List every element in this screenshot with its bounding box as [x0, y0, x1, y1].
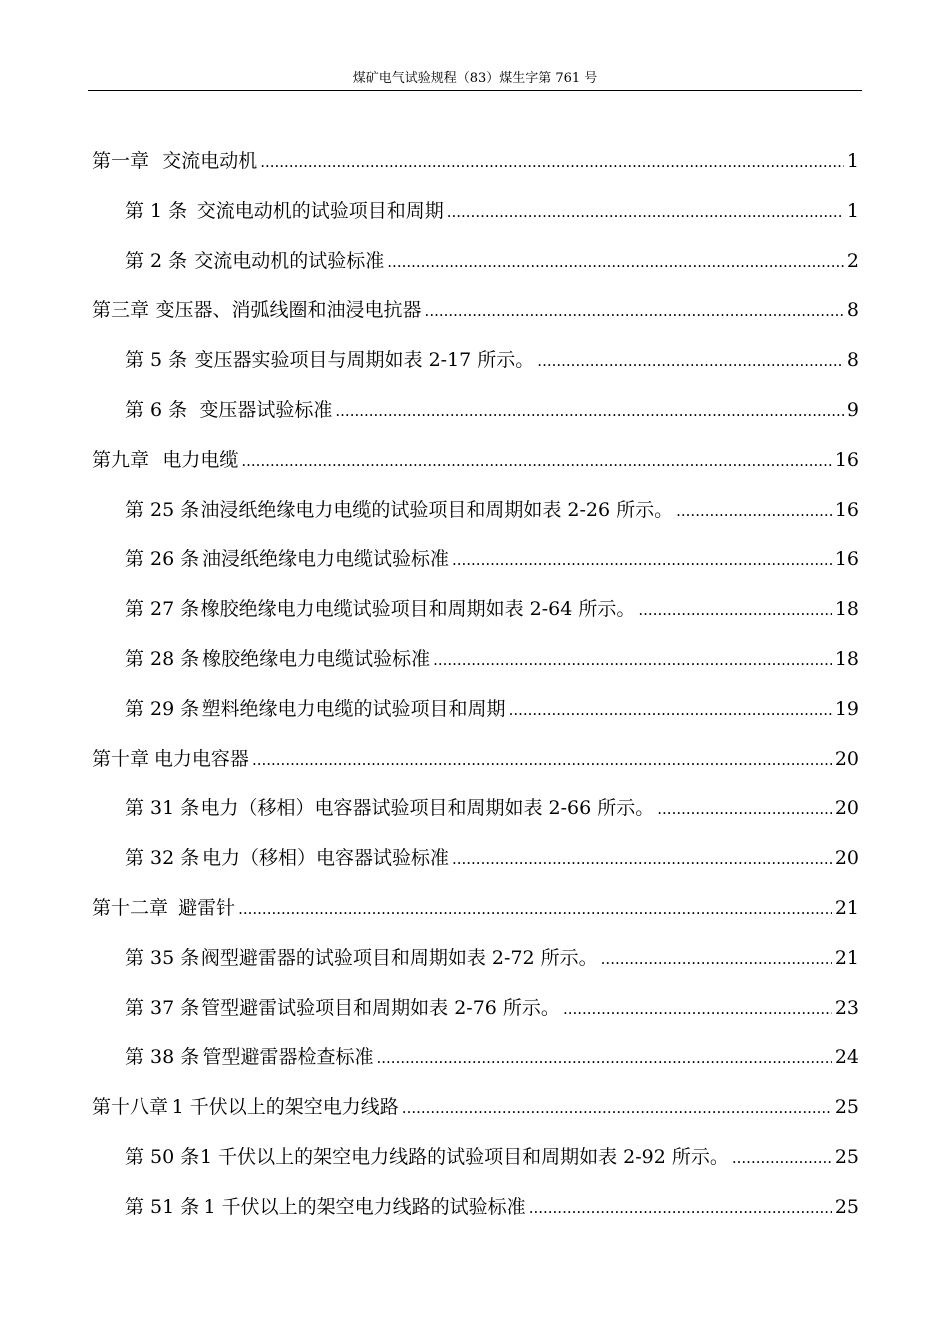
toc-page-number: 16 — [834, 448, 859, 471]
toc-entry-label: 第 5 条 — [125, 349, 188, 372]
toc-article-entry[interactable] — [125, 1143, 859, 1171]
toc-dot-leader — [425, 297, 844, 325]
toc-entry-label: 第 51 条 — [125, 1195, 200, 1218]
toc-article-entry[interactable] — [125, 1043, 859, 1071]
toc-entry-label: 第三章 — [92, 299, 150, 322]
toc-page-number: 8 — [846, 299, 859, 322]
toc-dot-leader — [732, 1144, 832, 1172]
toc-dot-leader — [452, 845, 832, 873]
toc-article-entry[interactable] — [125, 197, 859, 225]
toc-page-number: 20 — [834, 747, 859, 770]
toc-entry-title: 电力电容器 — [153, 747, 249, 770]
toc-dot-leader — [529, 1194, 832, 1222]
toc-dot-leader — [433, 646, 832, 674]
toc-dot-leader — [452, 546, 832, 574]
toc-page-number: 25 — [834, 1146, 859, 1168]
toc-page-number: 8 — [846, 349, 859, 372]
toc-dot-leader — [335, 397, 844, 425]
toc-dot-leader — [676, 497, 832, 525]
toc-chapter-entry[interactable] — [92, 296, 859, 324]
toc-entry-label: 第 50 条 — [125, 1146, 200, 1168]
toc-page-number: 19 — [834, 697, 859, 720]
toc-entry-title: 1 千伏以上的架空电力线路的试验项目和周期如表 2-92 所示。 — [199, 1146, 729, 1168]
toc-entry-title: 油浸纸绝缘电力电缆试验标准 — [201, 548, 449, 571]
toc-dot-leader — [241, 447, 831, 475]
toc-entry-title: 1 千伏以上的架空电力线路 — [171, 1096, 399, 1119]
toc-entry-title: 管型避雷试验项目和周期如表 2-76 所示。 — [201, 996, 560, 1019]
toc-article-entry[interactable] — [125, 1193, 859, 1221]
toc-page-number: 1 — [846, 199, 859, 222]
toc-page-number: 2 — [846, 249, 859, 272]
toc-article-entry[interactable] — [125, 994, 859, 1022]
toc-entry-title: 油浸纸绝缘电力电缆的试验项目和周期如表 2-26 所示。 — [200, 498, 674, 521]
toc-dot-leader — [638, 596, 831, 624]
toc-page-number: 9 — [846, 399, 859, 421]
toc-page-number: 23 — [834, 996, 859, 1019]
toc-page-number: 25 — [834, 1195, 859, 1218]
toc-dot-leader — [537, 347, 844, 375]
toc-entry-title: 橡胶绝缘电力电缆试验标准 — [202, 648, 431, 670]
toc-article-entry[interactable] — [125, 645, 859, 673]
toc-entry-title: 电力电缆 — [162, 448, 239, 471]
toc-entry-title: 管型避雷器检查标准 — [202, 1046, 374, 1069]
toc-entry-title: 橡胶绝缘电力电缆试验项目和周期如表 2-64 所示。 — [200, 598, 636, 621]
toc-dot-leader — [509, 696, 832, 724]
toc-article-entry[interactable] — [125, 247, 859, 275]
toc-entry-title: 塑料绝缘电力电缆的试验项目和周期 — [201, 697, 506, 720]
toc-page-number: 21 — [834, 946, 859, 969]
toc-dot-leader — [252, 746, 832, 774]
toc-entry-label: 第十八章 — [92, 1096, 169, 1119]
toc-chapter-entry[interactable] — [92, 745, 859, 773]
toc-entry-label: 第 6 条 — [125, 399, 188, 421]
toc-entry-label: 第 28 条 — [125, 648, 200, 670]
toc-entry-label: 第九章 — [92, 448, 150, 471]
toc-entry-title: 交流电动机 — [162, 150, 258, 172]
toc-page-number: 25 — [834, 1096, 859, 1119]
toc-entry-label: 第十二章 — [92, 897, 169, 919]
toc-article-entry[interactable] — [125, 545, 859, 573]
toc-entry-title: 交流电动机的试验项目和周期 — [196, 199, 444, 222]
toc-page-number: 18 — [834, 598, 859, 621]
toc-dot-leader — [563, 995, 832, 1023]
toc-page-number: 24 — [834, 1046, 859, 1069]
toc-chapter-entry[interactable] — [92, 894, 859, 922]
toc-entry-title: 1 千伏以上的架空电力线路的试验标准 — [203, 1195, 526, 1218]
toc-entry-title: 变压器实验项目与周期如表 2-17 所示。 — [194, 349, 535, 372]
toc-entry-label: 第 27 条 — [125, 598, 200, 621]
toc-entry-label: 第 29 条 — [125, 697, 200, 720]
toc-entry-label: 第一章 — [92, 150, 150, 172]
toc-article-entry[interactable] — [125, 595, 859, 623]
toc-entry-title: 阀型避雷器的试验项目和周期如表 2-72 所示。 — [200, 946, 598, 969]
toc-entry-title: 电力（移相）电容器试验标准 — [201, 847, 449, 870]
toc-page-number: 18 — [834, 648, 859, 670]
toc-article-entry[interactable] — [125, 396, 859, 424]
toc-entry-label: 第 37 条 — [125, 996, 200, 1019]
toc-page-number: 16 — [834, 498, 859, 521]
toc-dot-leader — [377, 1044, 832, 1072]
toc-article-entry[interactable] — [125, 346, 859, 374]
toc-entry-title: 交流电动机的试验标准 — [194, 249, 385, 272]
toc-dot-leader — [601, 945, 832, 973]
toc-article-entry[interactable] — [125, 496, 859, 524]
toc-page-number: 21 — [834, 897, 859, 919]
toc-entry-title: 变压器试验标准 — [199, 399, 333, 421]
toc-article-entry[interactable] — [125, 794, 859, 822]
toc-entry-label: 第 26 条 — [125, 548, 200, 571]
toc-chapter-entry[interactable] — [92, 147, 859, 175]
header-text: 煤矿电气试验规程（83）煤生字第 761 号 — [352, 71, 598, 86]
toc-entry-label: 第 38 条 — [125, 1046, 200, 1069]
toc-dot-leader — [447, 198, 844, 226]
toc-dot-leader — [387, 248, 844, 276]
toc-page-number: 1 — [846, 150, 859, 172]
toc-entry-label: 第 2 条 — [125, 249, 188, 272]
toc-article-entry[interactable] — [125, 944, 859, 972]
toc-entry-label: 第 32 条 — [125, 847, 200, 870]
toc-entry-title: 电力（移相）电容器试验项目和周期如表 2-66 所示。 — [200, 797, 655, 820]
toc-article-entry[interactable] — [125, 844, 859, 872]
toc-page-number: 20 — [834, 797, 859, 820]
toc-chapter-entry[interactable] — [92, 446, 859, 474]
toc-entry-title: 变压器、消弧线圈和油浸电抗器 — [155, 299, 422, 322]
toc-dot-leader — [260, 148, 844, 176]
toc-entry-label: 第 25 条 — [125, 498, 200, 521]
toc-entry-label: 第十章 — [92, 747, 150, 770]
toc-entry-label: 第 31 条 — [125, 797, 200, 820]
toc-article-entry[interactable] — [125, 695, 859, 723]
toc-chapter-entry[interactable] — [92, 1093, 859, 1121]
toc-entry-title: 避雷针 — [178, 897, 236, 919]
toc-dot-leader — [402, 1094, 832, 1122]
toc-page-number: 20 — [834, 847, 859, 870]
running-header — [88, 72, 862, 91]
toc-entry-label: 第 35 条 — [125, 946, 200, 969]
toc-dot-leader — [238, 895, 832, 923]
toc-dot-leader — [657, 795, 832, 823]
toc-entry-label: 第 1 条 — [125, 199, 188, 222]
toc-page-number: 16 — [834, 548, 859, 571]
